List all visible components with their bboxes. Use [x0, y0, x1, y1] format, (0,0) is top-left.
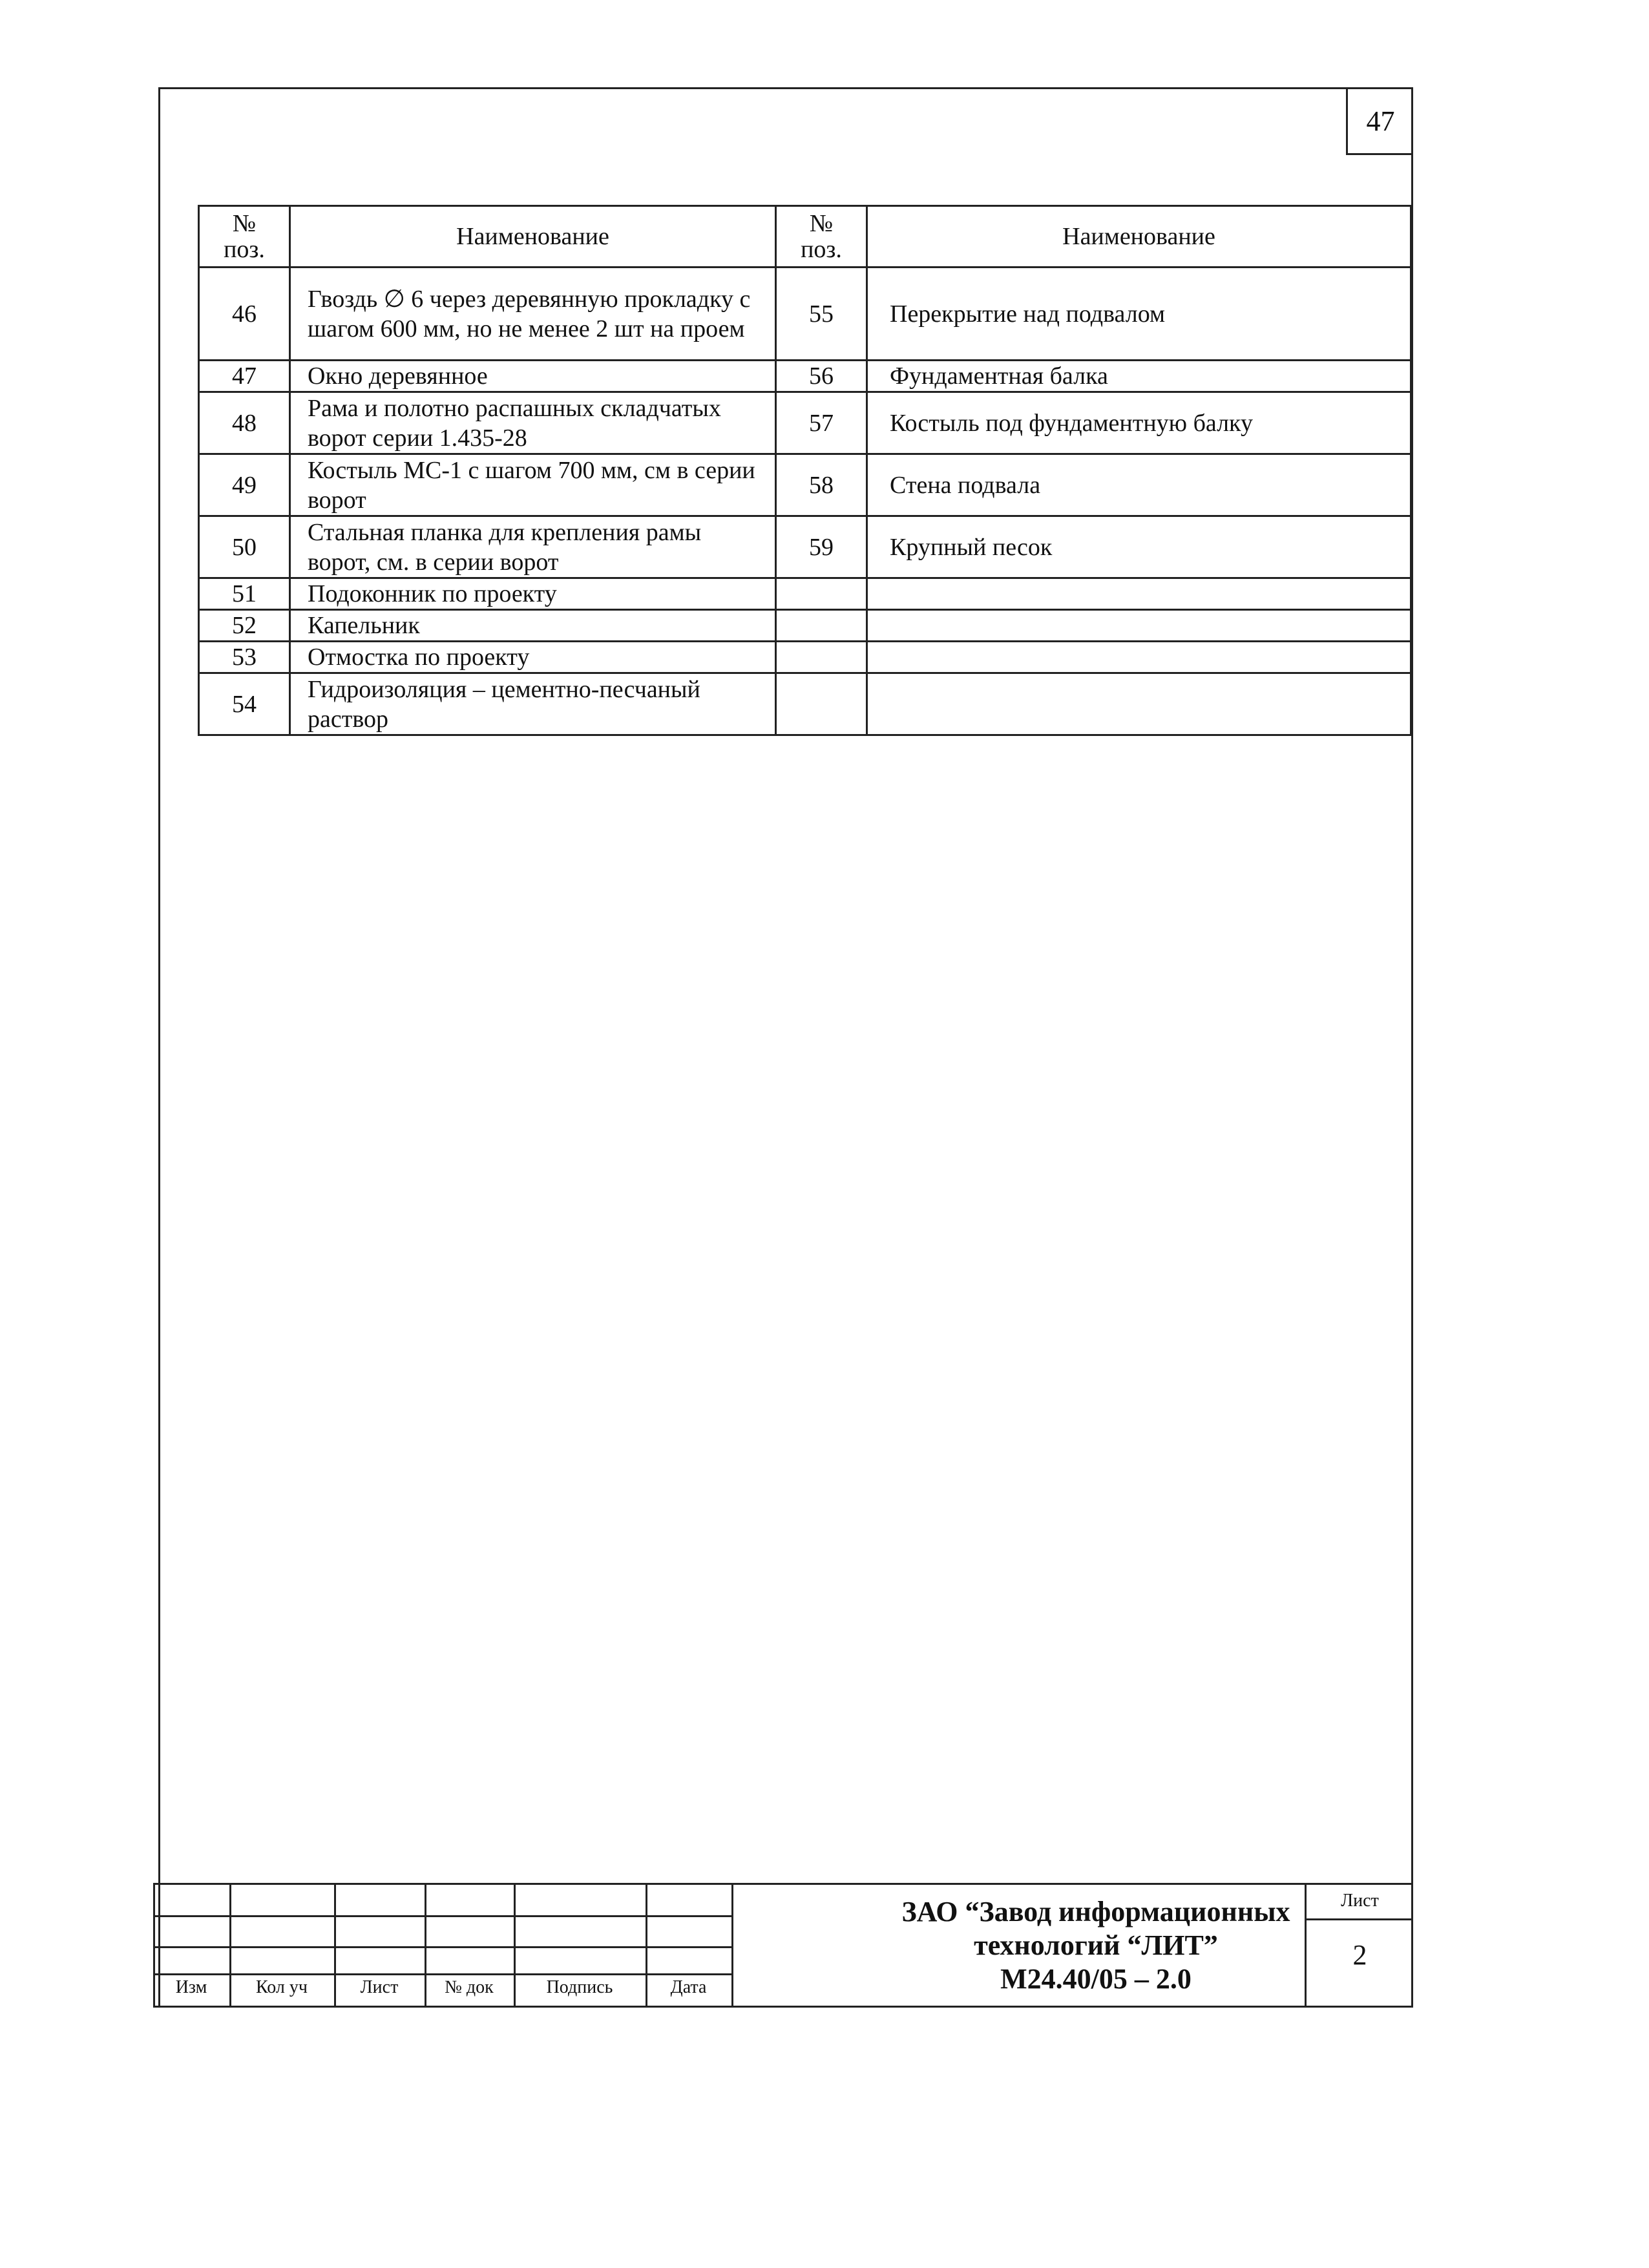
item-name: Подоконник по проекту	[290, 578, 776, 610]
caption-signature: Подпись	[546, 1977, 613, 1997]
item-name: Капельник	[290, 610, 776, 642]
position-number: 56	[776, 361, 867, 392]
item-name	[867, 610, 1411, 642]
company-name-line2: технологий “ЛИТ”	[974, 1929, 1218, 1961]
position-number: 52	[199, 610, 290, 642]
table-header-row	[199, 206, 1411, 268]
grid-line	[153, 1915, 731, 1917]
position-number: 53	[199, 642, 290, 673]
item-name	[867, 642, 1411, 673]
table-row	[199, 516, 1411, 578]
caption-qty: Кол уч	[256, 1977, 308, 1997]
table-row	[199, 268, 1411, 361]
revision-grid	[153, 1883, 735, 2008]
header-position-right	[776, 206, 867, 268]
item-name: Окно деревянное	[290, 361, 776, 392]
item-name: Костыль МС-1 с шагом 700 мм, см в серии ворот	[290, 454, 776, 516]
position-number: 48	[199, 392, 290, 454]
position-number: 57	[776, 392, 867, 454]
position-number: 59	[776, 516, 867, 578]
item-name: Крупный песок	[867, 516, 1411, 578]
position-number: 49	[199, 454, 290, 516]
table-row	[199, 392, 1411, 454]
position-number	[776, 673, 867, 735]
position-number: 46	[199, 268, 290, 361]
position-number: 58	[776, 454, 867, 516]
item-name: Фундаментная балка	[867, 361, 1411, 392]
header-no-symbol: №	[232, 210, 257, 237]
sheet-value: 2	[1352, 1939, 1367, 1971]
caption-doc-no: № док	[445, 1977, 494, 1997]
sheet-label: Лист	[1341, 1891, 1379, 1911]
sheet-divider	[1307, 1918, 1413, 1920]
grid-line	[153, 1946, 731, 1948]
table-row	[199, 578, 1411, 610]
position-number	[776, 610, 867, 642]
position-number: 50	[199, 516, 290, 578]
item-name	[867, 673, 1411, 735]
item-name: Гидроизоляция – цементно-песчаный раствор	[290, 673, 776, 735]
item-name: Стена подвала	[867, 454, 1411, 516]
header-pos-abbrev: поз.	[224, 236, 265, 263]
caption-sheet: Лист	[360, 1977, 399, 1997]
title-block	[153, 1883, 1413, 2008]
header-name-right: Наименование	[867, 206, 1411, 268]
table-row	[199, 642, 1411, 673]
position-number: 54	[199, 673, 290, 735]
item-name: Перекрытие над подвалом	[867, 268, 1411, 361]
page-number: 47	[1346, 89, 1413, 155]
item-name: Рама и полотно распашных складчатых ворот серии 1.435-28	[290, 392, 776, 454]
item-name: Стальная планка для крепления рамы ворот, см. в серии ворот	[290, 516, 776, 578]
caption-date: Дата	[670, 1977, 707, 1997]
position-number: 47	[199, 361, 290, 392]
item-name: Костыль под фундаментную балку	[867, 392, 1411, 454]
sheet-number-box	[1305, 1883, 1413, 2008]
item-name	[867, 578, 1411, 610]
position-number: 55	[776, 268, 867, 361]
item-name: Отмостка по проекту	[290, 642, 776, 673]
specification-table	[198, 205, 1412, 736]
item-name: Гвоздь ∅ 6 через деревянную прокладку с шагом 600 мм, но не менее 2 шт на проем	[290, 268, 776, 361]
document-code: М24.40/05 – 2.0	[1000, 1962, 1192, 1995]
table-row	[199, 361, 1411, 392]
header-name-left: Наименование	[290, 206, 776, 268]
table-row	[199, 673, 1411, 735]
caption-change: Изм	[175, 1977, 207, 1997]
position-number	[776, 578, 867, 610]
company-name-line1: ЗАО “Завод информационных	[901, 1895, 1290, 1927]
table-row	[199, 454, 1411, 516]
header-no-symbol: №	[809, 210, 834, 237]
header-pos-abbrev: поз.	[801, 236, 842, 263]
position-number: 51	[199, 578, 290, 610]
header-position-left	[199, 206, 290, 268]
position-number	[776, 642, 867, 673]
table-row	[199, 610, 1411, 642]
